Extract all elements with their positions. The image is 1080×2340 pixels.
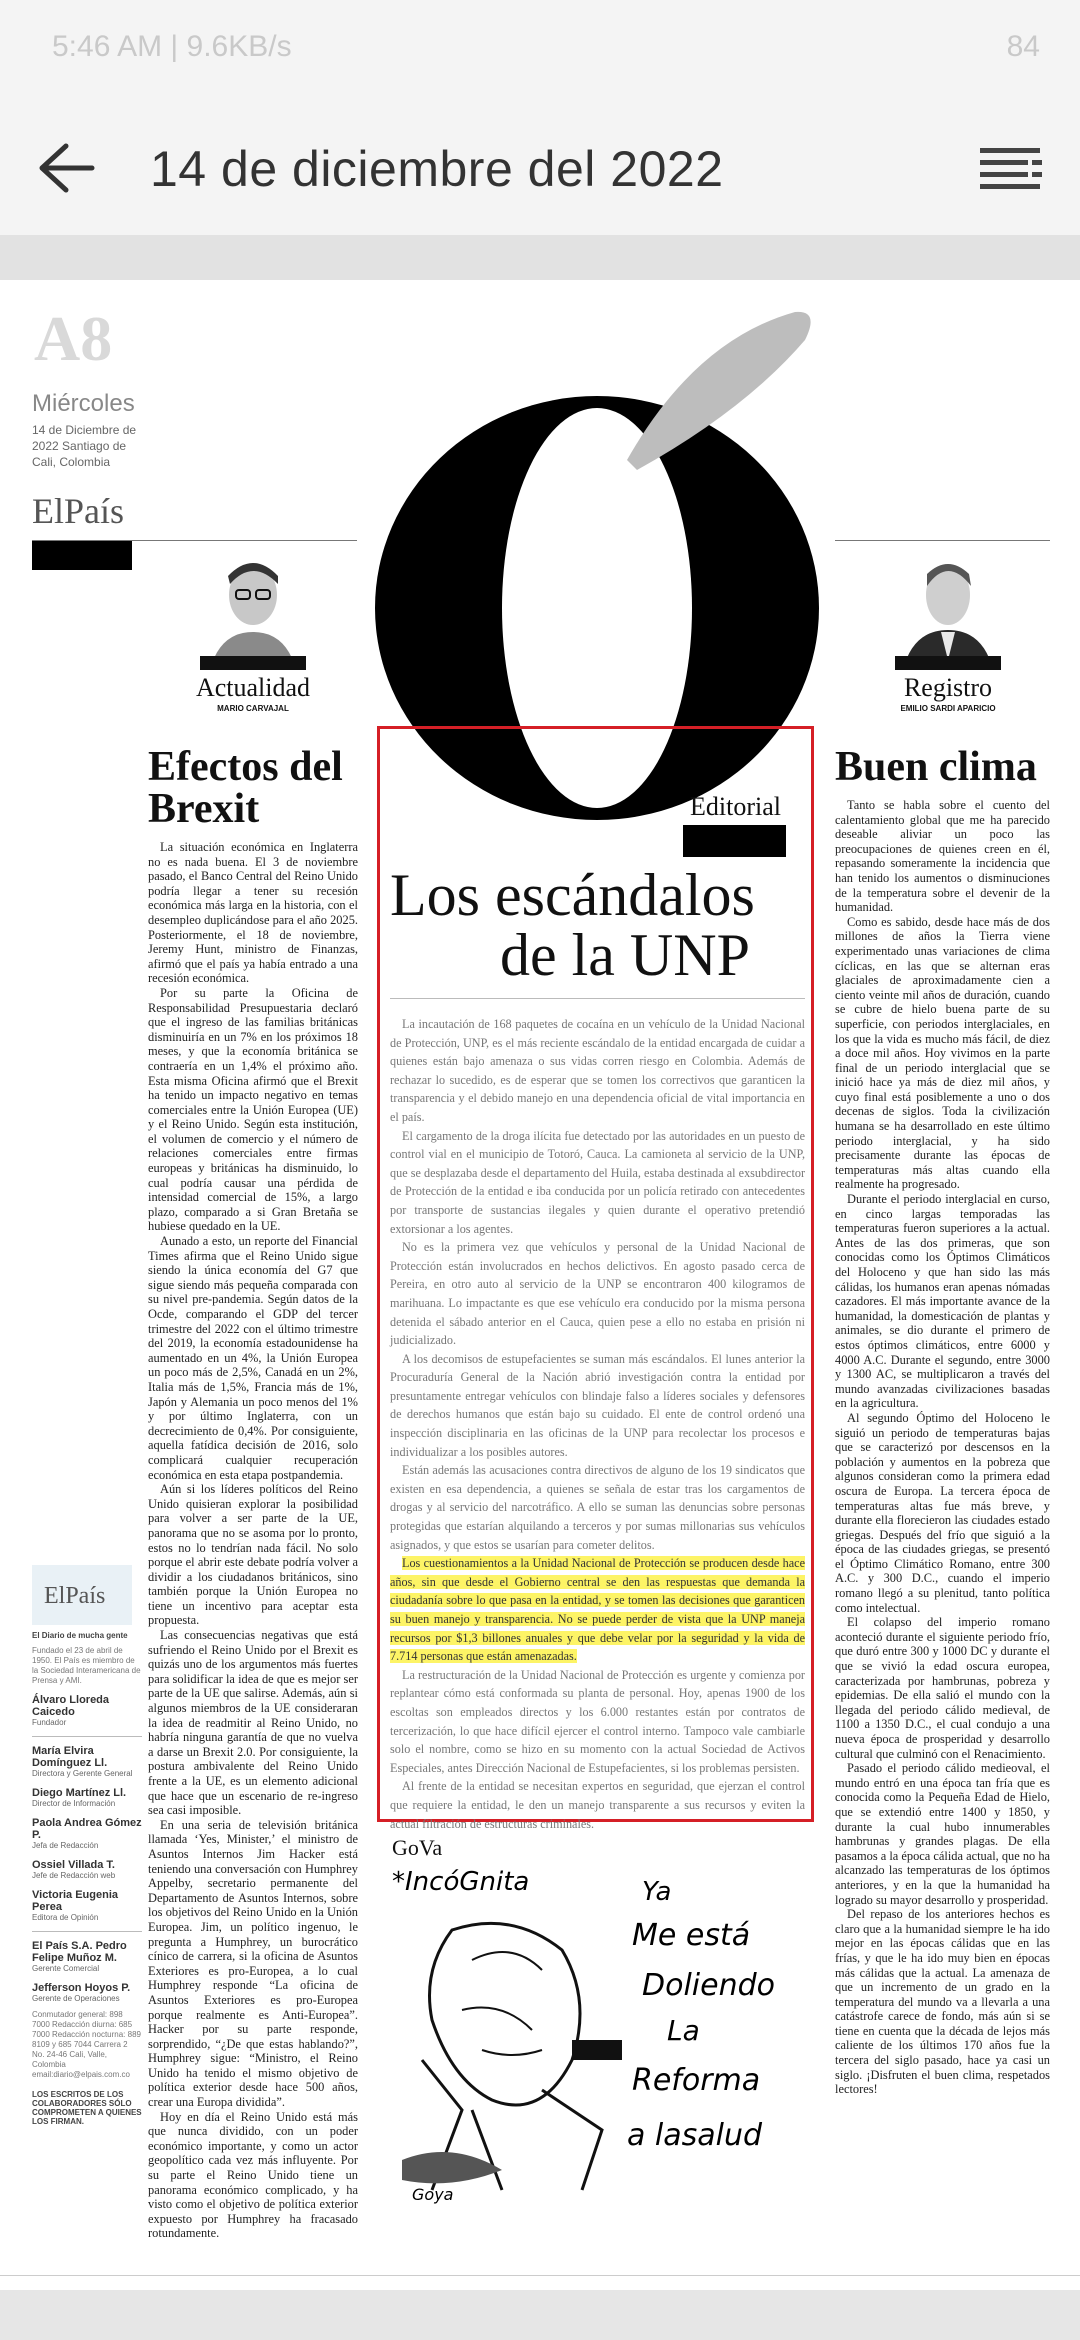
highlighted-passage[interactable]: Los cuestionamientos a la Unidad Nacional de Protección se producen desde hace años, sin que desde el Gobierno central se den las respuestas que demanda la ciudadanía sobre lo que pasa en la entidad, y se tomen las decisiones que garanticen su buen manejo y transparencia. No se puede perder de vista que la UNP maneja recursos por $1,3 billones anuales y que debe velar por la seguridad y la vida de 7.714 personas que están amenazadas. [390, 1556, 805, 1664]
paragraph: Pasado el periodo cálido medieoval, el mundo entró en una época tan fría que es conocida como la Pequeña Edad de Hielo, que se extendió entre 1400 y 1850, y durante la cual hubo innumerables hambrunas y grandes plagas. De ella pasamos a la época cálida actual, que no ha alcanzado las temperaturas de los óptimos anteriores, y en la que la humanidad ha logrado su mayor desarrollo y prosperidad. [835, 1761, 1051, 1907]
cartoon-text-line: Doliendo [642, 1968, 775, 2003]
cartoon-signature: Goya [412, 2185, 454, 2204]
status-time: 5:46 AM | 9.6KB/s [52, 30, 292, 63]
paragraph: Por su parte la Oficina de Responsabilidad Presupuestaria declaró que el ingreso de las familias británicas disminuiría en un 7% en los próximos 18 meses, y que la economía británica se contraería en un 1,4% el próximo año. Esta misma Oficina afirmó que el Brexit ha tenido un impacto negativo en temas comerciales entre la Unión Europea (UE) y el Reino Unido. Según esta institución, el volumen de comercio y el número de relaciones comerciales entre firmas europeas y británicas ha disminuido, lo cual podría causar una pérdida de intensidad comercial de 15%, a largo plazo, comparado a si Gran Bretaña se hubiese quedado en la UE. [148, 985, 358, 1234]
editorial-body[interactable] [390, 1015, 805, 1831]
paragraph: El colapso del imperio romano aconteció durante el siguiente periodo frío, que duró entre 300 y 1000 DC y durante el que se vivió la edad oscura europea, caracterizada por hambrunas, pobreza y epidemias. De ella salió el mundo con la llegada del periodo cálido medieval, de 1100 a 1350 D.C., el cual condujo a una nueva época de prosperidad y desarrollo cultural que culminó con el Renacimiento. [835, 1615, 1050, 1761]
staff-role: Director de Información [32, 1799, 116, 1808]
headline-brexit[interactable]: Efectos del Brexit [148, 744, 343, 832]
cartoon-text-line: a lasalud [627, 2118, 763, 2153]
staff-name: Ossiel Villada T. [32, 1859, 115, 1871]
masthead-contact: Conmutador general: 898 7000 Redacción diurna: 685 7000 Redacción nocturna: 889 8109 y 685 7044 Carrera 2 No. 24-46 Cali, Valle, Colombia email:diario@elpais.com.co [32, 2010, 141, 2079]
article-brexit[interactable] [148, 840, 358, 2240]
paragraph: Hoy en día el Reino Unido está más que nunca dividido, con un poder económico importante, y como un actor geopolítico cada vez más influyente. Por su parte el Reino Unido tiene un panorama económico complicado, y ha visto como el objetivo de política exterior expuesto por Humphrey ha fracasado rotundamente. [148, 2109, 358, 2241]
rule-left [32, 540, 357, 541]
paragraph: Están además las acusaciones contra directivos de alguno de los 19 sindicatos que existen en esa dependencia, a quienes se señala de estar tras los cargamentos de drogas y al servicio del narcotráfico. A ello se suman las denuncias sobre personas protegidas que estarían alquilando a terceros y por sumas millonarias sus vehículos asignados, y que estos se usarían para cometer delitos. [390, 1463, 805, 1552]
cartoon-image[interactable] [392, 1860, 812, 2210]
paragraph: A los decomisos de estupefacientes se suman más escándalos. El lunes anterior la Procuraduría General de la Nación abrió investigación contra la entidad por presuntamente entregar vehículos con blindaje falso a líderes sociales y defensores de derechos humanos que están bajo su cuidado. El ente de control ordenó una inspección disciplinaria en las oficinas de la UNP para recolectar los procesos e individualizar a los posibles autores. [390, 1351, 805, 1459]
staff-name: El País S.A. Pedro Felipe Muñoz M. [32, 1940, 127, 1964]
column-author-left: MARIO CARVAJAL [217, 704, 289, 713]
paragraph: La incautación de 168 paquetes de cocaína en un vehículo de la Unidad Nacional de Protección, UNP, es el más reciente escándalo de la entidad encargada de cuidar a quienes están bajo amenaza o sus vidas corren riesgo en Colombia. Además de rechazar lo sucedido, es de esperar que se tomen los correctivos que garanticen la transparencia y el debido manejo en una dependencia oficial de vital importancia en el país. [390, 1017, 805, 1124]
cartoon-text-line: Reforma [632, 2063, 761, 2098]
page-number: A8 [34, 303, 113, 374]
columnist-photo-right [895, 550, 1001, 670]
status-bar [0, 0, 1080, 100]
editorial-kicker: Editorial [690, 792, 781, 821]
staff-role: Jefa de Redacción [32, 1841, 99, 1850]
battery-indicator: 84 [1006, 30, 1040, 63]
date-location: 14 de Diciembre de 2022 Santiago de Cali, Colombia [32, 423, 137, 469]
columnist-photo-left [200, 550, 306, 670]
paragraph: Tanto se habla sobre el cuento del calentamiento global que me ha parecido deseable aliviar un poco las preocupaciones de quienes creen en él, repasando someramente la incidencia que han tenido los aumentos o disminuciones de la temperatura sobre el devenir de la humanidad. [835, 798, 1050, 915]
editorial-bar [683, 825, 786, 857]
logo-bar [32, 540, 132, 570]
column-label-right: Registro [903, 673, 993, 702]
staff-role: Fundador [32, 1718, 67, 1727]
paragraph: En una seria de televisión británica llamada ‘Yes, Minister,’ el ministro de Asuntos Internos Jim Hacker está teniendo una conversación con Humphrey Appelby, secretario permanente del Departamento de Asuntos Internos, sobre los objetivos del Reino Unido en la Unión Europea. Jim, un político ingenuo, le pregunta a Humphrey, un burocrático cínico de carrera, si la oficina de Asuntos Exteriores es pro-Europea, a lo cual Humphrey responde “La oficina de Asuntos Exteriores es pro-Europea porque realmente es Anti-Europea”. Hacker por su parte responde, sorprendido, “¿De que estas hablando?”, Humphrey sigue: “Ministro, el Reino Unido ha tenido el mismo objetivo de política exterior desde hace 500 años, crear una Europa dividida”. [148, 1817, 358, 2110]
cartoon-text-line: Ya [642, 1877, 672, 1907]
paragraph: Como es sabido, desde hace más de dos millones de años la Tierra viene experimentado unas variaciones de clima cíclicas, en las que se alternan eras glaciales de aproximadamente cien a ciento veinte mil años de duración, cuando se cubre de hielo buena parte de su superficie, con periodos interglaciales, en los que la vida es mucho más fácil, de diez a doce mil años. Hoy vivimos en la parte final de un periodo interglacial que se inició hace ya más de diez mil años, y cuyo final está posiblemente a uno o dos decenas de siglos. Toda la civilización humana se ha desarrollado en este último periodo interglacial, y ha sido precisamente durante las épocas de temperaturas más altas cuando ella realmente ha progresado. [835, 914, 1050, 1192]
page-bottom-rule [0, 2275, 1080, 2276]
column-author-right: EMILIO SARDI APARICIO [900, 704, 996, 713]
staff-name: Paola Andrea Gómez P. [32, 1817, 142, 1841]
masthead-disclaimer: LOS ESCRITOS DE LOS COLABORADORES SÓLO COMPROMETEN A QUIENES LOS FIRMAN. [32, 2090, 142, 2126]
masthead-tagline: El Diario de mucha gente [32, 1631, 128, 1640]
cartoon-credit: GoVa [392, 1835, 443, 1860]
app-bar [0, 100, 1080, 235]
staff-name: Álvaro Lloreda Caicedo [32, 1694, 110, 1718]
cartoon-text-left: *IncóGnita [392, 1867, 530, 1897]
paragraph: Al frente de la entidad se necesitan expertos en seguridad, que ejerzan el control que requiere la entidad, le den un manejo transparente a sus recursos y eviten la actual filtración de estructuras criminales. [390, 1779, 805, 1831]
staff-role: Directora y Gerente General [32, 1769, 133, 1778]
rule-right [835, 540, 1050, 541]
paragraph: La restructuración de la Unidad Nacional de Protección es urgente y comienza por replantear cómo está conformada su planta de personal. Hoy, apenas 1900 de los escoltas son empleados directos y los 6.000 restantes están por contratos de tercerización, lo que hace difícil ejercer el control interno. Tampoco vale cambiarle solo el nombre, como se hizo en su momento con la actual Sociedad de Activos Especiales, antes Dirección Nacional de Estupefacientes, si los problemas persisten. [390, 1667, 805, 1775]
back-arrow-icon[interactable] [36, 142, 96, 194]
paragraph: Durante el periodo interglacial en curso, en cinco largas temporadas las temperaturas fueron superiores a la actual. Antes de las dos primeras, que son conocidas como los Óptimos Climáticos del Holoceno y que han sido las más cálidas, los humanos eran apenas nómadas cazadores. El más importante avance de la humanidad, la domesticación de plantas y animales, se dio durante el primero de estos óptimos climáticos, entre 6000 y 4000 A.C. Durante el segundo, entre 3000 y 1300 AC, se multiplicaron a través del mundo avanzadas civilizaciones basadas en la agricultura. [835, 1192, 1050, 1411]
staff-role: Jefe de Redacción web [32, 1871, 116, 1880]
paragraph: Las consecuencias negativas que está sufriendo el Reino Unido por el Brexit es quizás uno de los argumentos más fuertes para solidificar la idea de que es mejor ser parte de la UE que salirse. Además, aún si algunos miembros de la UE consideraran la idea de readmitir al Reino Unido, no habría ninguna garantía de que no vuelva a darse un Brexit 2.0. Por consiguiente, la postura ambivalente del Reino Unido frente a la UE, es un elemento adicional que hace que un escenario de re-ingreso sea casi imposible. [148, 1628, 358, 1818]
staff-name: Jefferson Hoyos P. [32, 1982, 131, 1994]
newspaper-page[interactable] [0, 280, 1080, 2290]
cartoon-text-line: Me está [632, 1918, 751, 1953]
paragraph: Al segundo Óptimo del Holoceno le siguió un periodo de temperaturas bajas que se caracterizó por descensos en la población y aumentos en la pobreza que algunos consideran como la primera edad oscura de Europa. La tercera época de temperaturas altas fue más breve, y durante ella florecieron las ciudades estado griegas. Después del frío que siguió a la época de las ciudades griegas, se presentó el Óptimo Climático Romano, entre 300 A.C. y 300 D.C., cuando el imperio romano llegó a su plenitud, tanto política como intelectual. [835, 1410, 1050, 1615]
masthead-logo: ElPaís [32, 1565, 132, 1625]
divider [32, 1736, 142, 1737]
staff-role: Gerente Comercial [32, 1964, 100, 1973]
edition-date-title: 14 de diciembre del 2022 [150, 141, 724, 197]
bottom-strip [0, 2290, 1080, 2340]
editorial-title-line2[interactable]: de la UNP [500, 922, 750, 988]
paragraph: No es la primera vez que vehículos y personal de la Unidad Nacional de Protección están involucrados en hechos delictivos. En agosto pasado cerca de Pereira, en otro auto al servicio de la UNP se encontraron 400 kilogramos de marihuana. Lo impactante es que ese vehículo era conducido por la misma persona detenida el sábado anterior en el Cauca, quien pese a ello no estaba en prisión ni judicializado. [390, 1240, 805, 1348]
paragraph: Aunado a esto, un reporte del Financial Times afirma que el Reino Unido sigue siendo la única economía del G7 que sigue siendo más pequeña comparada con su nivel pre-pandemia. Según datos de la Ocde, comparando el GDP del tercer trimestre del 2022 con el último trimestre del 2019, la economía estadounidense ha aumentado en un 4%, la Unión Europea un poco más de 2,5%, Canadá en un 2%, Italia más de 1,5%, Francia más de 1%, Japón y Alemania un poco menos del 1% y por último Inglaterra, con un decrecimiento de 0,4%. Por consiguiente, aquella fatídica decisión de 2016, solo complicará cualquier recuperación económica en esta etapa postpandemia. [148, 1234, 358, 1482]
article-buen-clima[interactable] [835, 798, 1050, 2238]
page-gap [0, 235, 1080, 280]
editorial-title-line1[interactable]: Los escándalos [390, 862, 755, 928]
staff-name: Diego Martínez Ll. [32, 1787, 127, 1799]
sections-menu-icon[interactable] [980, 146, 1044, 190]
weekday: Miércoles [32, 390, 135, 417]
paragraph: Del repaso de los anteriores hechos es claro que a la humanidad siempre le ha ido mejor en las épocas cálidas que en las frías, y que le ha ido muy bien en épocas más cálidas que la actual. La amenaza de que un incremento de un grado en la temperatura del mundo va a llevarla a una catástrofe carece de fondo, más aún si se tiene en cuenta que la década de lejos más caliente de los últimos 170 años fue la tercera del siglo pasado, hace ya casi un siglo. ¡Disfruten el buen clima, respetados lectores! [835, 1907, 1050, 2097]
paragraph: La situación económica en Inglaterra no es nada buena. El 3 de noviembre pasado, el Banco Central del Reino Unido podría llegar a tener su recesión económica más larga en la historia, con el desempleo duplicándose para el año 2025. Posteriormente, el 18 de noviembre, Jeremy Hunt, ministro de Finanzas, afirmó que el país ya había entrado a una recesión económica. [148, 840, 358, 986]
staff-name: Victoria Eugenia Perea [32, 1889, 118, 1913]
column-label-left: Actualidad [195, 673, 311, 702]
cartoon-text-line: La [667, 2014, 700, 2047]
staff-name: María Elvira Domínguez Ll. [32, 1745, 108, 1769]
staff-role: Gerente de Operaciones [32, 1994, 120, 2003]
divider [32, 1931, 142, 1932]
masthead-founded: Fundado el 23 de abril de 1950. El País es miembro de la Sociedad Interamericana de Prensa y AMI. [32, 1646, 141, 1685]
paragraph: Aún si los líderes políticos del Reino Unido quisieran explorar la posibilidad para volver a ser parte de la UE, panorama que no se asoma por lo pronto, estos no lo tendrían nada fácil. No solo porque el abrir este debate podría volver a dividir a los ciudadanos británicos, sino también porque la Unión Europea no tiene un incentivo para aceptar esta propuesta. [148, 1482, 358, 1628]
editorial-rule [390, 998, 805, 999]
masthead-sidebar [32, 1565, 142, 2126]
newspaper-logo: ElPaís [32, 491, 125, 531]
staff-role: Editora de Opinión [32, 1913, 99, 1922]
paragraph: El cargamento de la droga ilícita fue detectado por las autoridades en un puesto de control vial en el municipio de Totoró, Cauca. La camioneta al servicio de la UNP, que se desplazaba desde el departamento del Huila, estaba destinada al exsubdirector de Protección de la entidad e iba conducida por un policía retirado con antecedentes por transporte de sustancias ilegales y quien durante el operativo pretendió extorsionar a los agentes. [390, 1128, 805, 1236]
headline-buen-clima[interactable]: Buen clima [835, 744, 1037, 790]
